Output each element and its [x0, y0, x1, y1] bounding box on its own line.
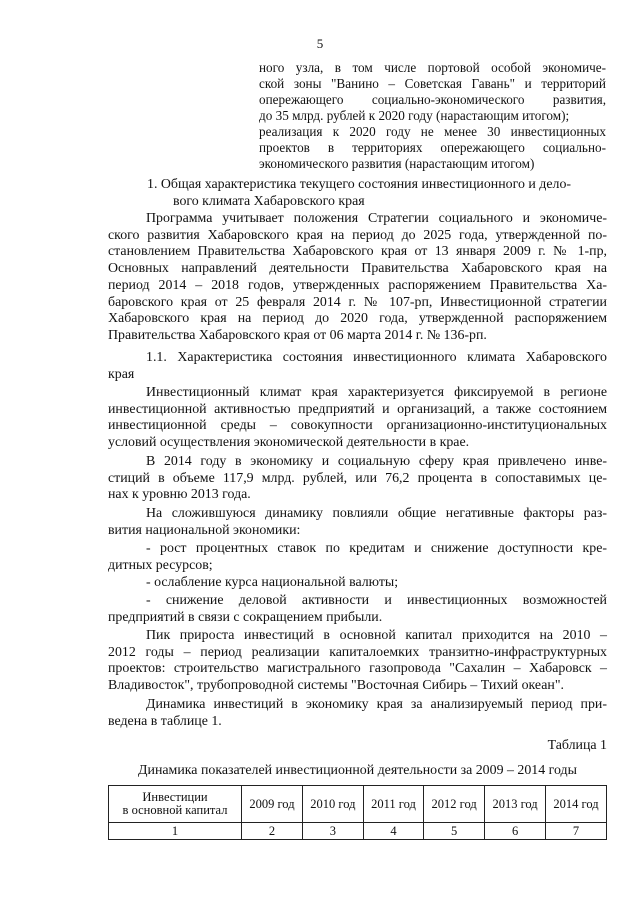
paragraph-factors	[108, 506, 607, 539]
table-row	[109, 823, 607, 840]
investment-dynamics-table	[108, 785, 607, 840]
text-line: Хабаровского края на период до 2020 года, утвержденной распоряжением	[108, 311, 607, 327]
paragraph-2014	[108, 454, 607, 504]
header-line: Инвестиции	[142, 790, 208, 804]
table-header-investments	[109, 786, 242, 823]
text-line: проектов: строительство магистрального газопровода "Сахалин – Хабаровск –	[108, 661, 607, 677]
text-line: баровского края от 25 февраля 2014 г. № 107-рп, Инвестиционной стратегии	[108, 294, 607, 310]
text-line: На сложившуюся динамику повлияли общие негативные факторы раз-	[146, 506, 607, 521]
text-line: Инвестиционный климат края характеризуется фиксируемой в регионе	[146, 385, 607, 400]
text-line: опережающего социально-экономического развития,	[259, 92, 606, 107]
text-line: условий осуществления экономической деятельности в крае.	[108, 435, 470, 451]
heading-line: вого климата Хабаровского края	[173, 193, 365, 209]
text-line: - снижение деловой активности и инвестиционных возможностей	[146, 593, 607, 608]
text-line: предприятий в связи с сокращением прибыли.	[108, 609, 383, 625]
heading-line: края	[108, 366, 135, 382]
header-line: в основной капитал	[122, 803, 228, 817]
table-header-year: 2012 год	[424, 786, 485, 823]
heading-line: 1. Общая характеристика текущего состояния инвестиционного и дело-	[147, 177, 572, 192]
text-line: ного узла, в том числе портовой особой экономиче-	[259, 60, 606, 75]
table-cell: 5	[424, 823, 485, 840]
text-line: Пик прироста инвестиций в основной капитал приходится на 2010 –	[146, 628, 607, 643]
text-line: В 2014 году в экономику и социальную сферу края привлечено инве-	[146, 454, 607, 469]
text-line: реализация к 2020 году не менее 30 инвестиционных	[259, 124, 606, 139]
table-header-row	[109, 786, 607, 823]
text-line: становлением Правительства Хабаровского края от 13 января 2009 г. № 1-пр,	[108, 244, 607, 260]
text-line: Владивосток", трубопроводной системы "Восточная Сибирь – Тихий океан".	[108, 678, 565, 694]
text-line: 2012 годы – период реализации капиталоемких транзитно-инфраструктурных	[108, 644, 607, 660]
bullet-interest-rates	[108, 541, 607, 574]
text-line: ской зоны "Ванино – Советская Гавань" и территорий	[259, 76, 606, 91]
table-header-year: 2011 год	[363, 786, 423, 823]
text-line: - ослабление курса национальной валюты;	[146, 575, 399, 590]
text-line: до 35 млрд. рублей к 2020 году (нарастающим итогом);	[259, 108, 570, 123]
table-cell: 2	[242, 823, 303, 840]
text-line: инвестиционной среды – совокупности организационно-институциональных	[108, 418, 607, 434]
paragraph-program	[108, 211, 607, 345]
table-cell: 6	[485, 823, 546, 840]
goal-text-block-2	[259, 124, 606, 172]
bullet-currency	[108, 575, 607, 592]
table-cell: 1	[109, 823, 242, 840]
bullet-business-activity	[108, 593, 607, 626]
page-number: 5	[316, 36, 324, 51]
table-header-year: 2013 год	[485, 786, 546, 823]
table-cell: 3	[302, 823, 363, 840]
text-line: Программа учитывает положения Стратегии социального и экономиче-	[146, 211, 607, 226]
heading-line: 1.1. Характеристика состояния инвестиционного климата Хабаровского	[146, 350, 607, 365]
table-cell: 7	[546, 823, 607, 840]
text-line: экономического развития (нарастающим итогом)	[259, 156, 535, 171]
section-1-heading	[147, 177, 571, 210]
subsection-1-1-heading	[108, 350, 607, 383]
text-line: дитных ресурсов;	[108, 557, 213, 573]
text-line: инвестиционной активностью предприятий и организаций, а также состоянием	[108, 401, 607, 417]
text-line: ведена в таблице 1.	[108, 713, 222, 729]
text-line: период 2014 – 2018 годов, утвержденных распоряжением Правительства Ха-	[108, 277, 607, 293]
text-line: нах к уровню 2013 года.	[108, 487, 251, 503]
text-line: Правительства Хабаровского края от 06 марта 2014 г. № 136-рп.	[108, 327, 487, 343]
table-header-year: 2014 год	[546, 786, 607, 823]
text-line: Основных направлений деятельности Правительства Хабаровского края на	[108, 261, 607, 277]
text-line: Динамика инвестиций в экономику края за анализируемый период при-	[146, 697, 607, 712]
goal-text-block-1	[259, 60, 606, 124]
table-title: Динамика показателей инвестиционной деятельности за 2009 – 2014 годы	[138, 763, 577, 778]
table-cell: 4	[363, 823, 423, 840]
table-caption: Таблица 1	[547, 738, 607, 753]
table-header-year: 2009 год	[242, 786, 303, 823]
table-header-year: 2010 год	[302, 786, 363, 823]
text-line: ского развития Хабаровского края на период до 2025 года, утвержденной по-	[108, 227, 607, 243]
text-line: проектов в территориях опережающего социально-	[259, 140, 606, 155]
paragraph-dynamics	[108, 697, 607, 730]
text-line: стиций в объеме 117,9 млрд. рублей, или 76,2 процента в сопоставимых це-	[108, 470, 607, 486]
paragraph-climate	[108, 385, 607, 452]
text-line: вития национальной экономики:	[108, 522, 301, 538]
text-line: - рост процентных ставок по кредитам и снижение доступности кре-	[146, 541, 607, 556]
paragraph-peak	[108, 628, 607, 695]
